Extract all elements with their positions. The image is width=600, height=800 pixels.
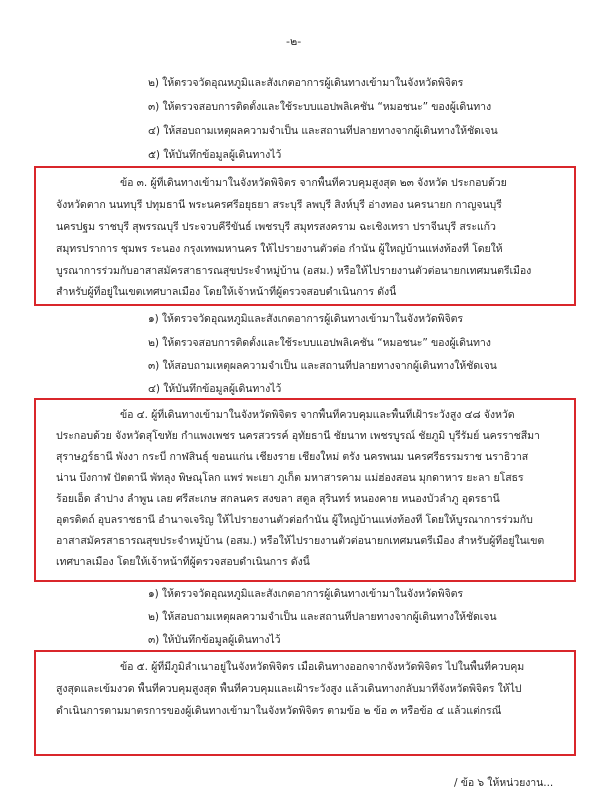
clause-4-line: เทศบาลเมือง โดยให้เจ้าหน้าที่ผู้ตรวจสอบดำเนินการ ดังนี้ xyxy=(56,556,310,568)
clause-4-line: ข้อ ๔. ผู้ที่เดินทางเข้ามาในจังหวัดพิจิตร จากพื้นที่ควบคุมและพื้นที่เฝ้าระวังสูง ๔๘ จังหวัด xyxy=(120,409,515,421)
clause-3-line: จังหวัดตาก นนทบุรี ปทุมธานี พระนครศรีอยุธยา สระบุรี ลพบุรี สิงห์บุรี อ่างทอง นครนายก กาญจนบุรี xyxy=(56,199,502,211)
page-number: -๒- xyxy=(286,35,302,48)
clause-3-line: ข้อ ๓. ผู้ที่เดินทางเข้ามาในจังหวัดพิจิตร จากพื้นที่ควบคุมสูงสุด ๒๓ จังหวัด ประกอบด้วย xyxy=(120,177,507,189)
clause-3-line: นครปฐม ราชบุรี สุพรรณบุรี ประจวบคีรีขันธ์ เพชรบุรี สมุทรสงคราม ฉะเชิงเทรา ปราจีนบุรี สระแก้ว xyxy=(56,221,496,233)
list-item: ๑) ให้ตรวจวัดอุณหภูมิและสังเกตอาการผู้เดินทางเข้ามาในจังหวัดพิจิตร xyxy=(148,588,463,600)
clause-3-line: สำหรับผู้ที่อยู่ในเขตเทศบาลเมือง โดยให้เจ้าหน้าที่ผู้ตรวจสอบดำเนินการ ดังนี้ xyxy=(56,286,397,298)
clause-5-line: ข้อ ๕. ผู้ที่มีภูมิลำเนาอยู่ในจังหวัดพิจิตร เมื่อเดินทางออกจากจังหวัดพิจิตร ไปในพื้นที่ควบคุม xyxy=(120,661,525,673)
list-item: ๑) ให้ตรวจวัดอุณหภูมิและสังเกตอาการผู้เดินทางเข้ามาในจังหวัดพิจิตร xyxy=(148,313,463,325)
clause-4-line: สุราษฎร์ธานี พังงา กระบี่ กาฬสินธุ์ ขอนแก่น เชียงราย เชียงใหม่ ตรัง นครพนม นครศรีธรรมราช นราธิวาส xyxy=(56,451,529,463)
clause-5-line: ดำเนินการตามมาตรการของผู้เดินทางเข้ามาในจังหวัดพิจิตร ตามข้อ ๒ ข้อ ๓ หรือข้อ ๔ แล้วแต่กรณี xyxy=(56,705,502,717)
clause-4-line: น่าน บึงกาฬ ปัตตานี พัทลุง พิษณุโลก แพร่ พะเยา ภูเก็ต มหาสารคาม แม่ฮ่องสอน มุกดาหาร ยะลา ยโสธร xyxy=(56,472,524,484)
list-item: ๒) ให้สอบถามเหตุผลความจำเป็น และสถานที่ปลายทางจากผู้เดินทางให้ชัดเจน xyxy=(148,611,497,623)
clause-5-line: สูงสุดและเข้มงวด พื้นที่ควบคุมสูงสุด พื้นที่ควบคุมและเฝ้าระวังสูง แล้วเดินทางกลับมาที่จังหวัดพิจิตร ให้ไป xyxy=(56,683,522,695)
list-item: ๔) ให้สอบถามเหตุผลความจำเป็น และสถานที่ปลายทางจากผู้เดินทางให้ชัดเจน xyxy=(148,125,498,137)
list-item: ๒) ให้ตรวจวัดอุณหภูมิและสังเกตอาการผู้เดินทางเข้ามาในจังหวัดพิจิตร xyxy=(148,77,464,89)
list-item: ๕) ให้บันทึกข้อมูลผู้เดินทางไว้ xyxy=(148,149,282,161)
list-item: ๓) ให้บันทึกข้อมูลผู้เดินทางไว้ xyxy=(148,634,281,646)
clause-3-line: บูรณาการร่วมกับอาสาสมัครสาธารณสุขประจำหมู่บ้าน (อสม.) หรือให้ไปรายงานตัวต่อนายกเทศมนตรีเมือง xyxy=(56,265,532,277)
list-item: ๓) ให้ตรวจสอบการติดตั้งและใช้ระบบแอปพลิเคชัน “หมอชนะ” ของผู้เดินทาง xyxy=(148,101,492,113)
clause-4-line: ประกอบด้วย จังหวัดสุโขทัย กำแพงเพชร นครสวรรค์ อุทัยธานี ชัยนาท เพชรบูรณ์ ชัยภูมิ บุรีรัมย์ นครราชสีมา xyxy=(56,430,540,442)
list-item: ๓) ให้สอบถามเหตุผลความจำเป็น และสถานที่ปลายทางจากผู้เดินทางให้ชัดเจน xyxy=(148,360,497,372)
clause-4-line: อุตรดิตถ์ อุบลราชธานี อำนาจเจริญ ให้ไปรายงานตัวต่อกำนัน ผู้ใหญ่บ้านแห่งท้องที่ โดยให้บูรณาการร่วมกับ xyxy=(56,514,533,526)
clause-4-line: ร้อยเอ็ด ลำปาง ลำพูน เลย ศรีสะเกษ สกลนคร สงขลา สตูล สุรินทร์ หนองคาย หนองบัวลำภู อุดรธานี xyxy=(56,493,500,505)
continuation-note: / ข้อ ๖ ให้หน่วยงาน... xyxy=(454,777,554,789)
list-item: ๔) ให้บันทึกข้อมูลผู้เดินทางไว้ xyxy=(148,383,282,395)
clause-4-line: อาสาสมัครสาธารณสุขประจำหมู่บ้าน (อสม.) หรือให้ไปรายงานตัวต่อนายกเทศมนตรีเมือง สำหรับผู้ที่อยู่ในเขต xyxy=(56,535,545,547)
list-item: ๒) ให้ตรวจสอบการติดตั้งและใช้ระบบแอปพลิเคชัน “หมอชนะ” ของผู้เดินทาง xyxy=(148,337,491,349)
clause-3-line: สมุทรปราการ ชุมพร ระนอง กรุงเทพมหานคร ให้ไปรายงานตัวต่อ กำนัน ผู้ใหญ่บ้านแห่งท้องที่ โดยให้ xyxy=(56,243,503,255)
